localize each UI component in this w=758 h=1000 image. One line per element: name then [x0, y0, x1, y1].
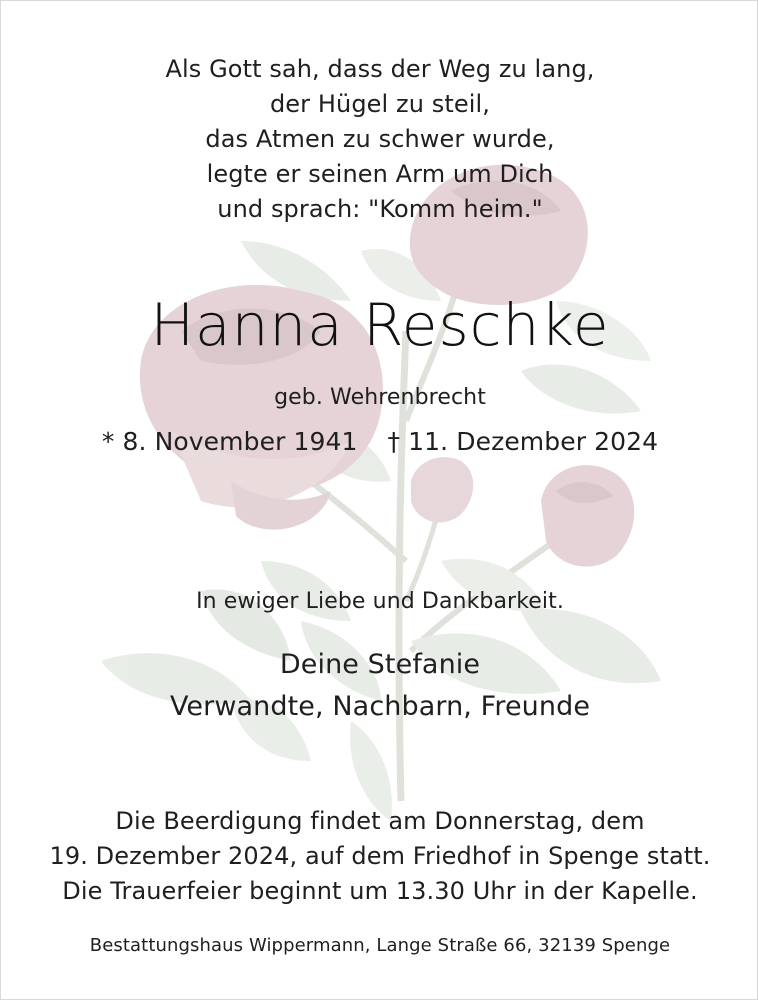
birth-date: * 8. November 1941 [101, 427, 358, 456]
dedication: In ewiger Liebe und Dankbarkeit. [196, 589, 564, 614]
life-dates [1, 427, 758, 456]
funeral-notice-line: Die Trauerfeier beginnt um 13.30 Uhr in der Kapelle. [62, 877, 698, 905]
mourner-line: Verwandte, Nachbarn, Freunde [169, 691, 591, 722]
birth-name: geb. Wehrenbrecht [274, 385, 486, 410]
poem-line: legte er seinen Arm um Dich [206, 160, 554, 188]
poem-line: das Atmen zu schwer wurde, [205, 125, 555, 153]
poem-line: und sprach: "Komm heim." [217, 195, 543, 223]
poem-line: der Hügel zu steil, [269, 90, 491, 118]
deceased-name: Hanna Reschke [150, 291, 610, 359]
undertaker-address: Bestattungshaus Wippermann, Lange Straße 66, 32139 Spenge [89, 935, 671, 956]
funeral-notice-line: 19. Dezember 2024, auf dem Friedhof in Spenge statt. [49, 842, 711, 870]
death-date: † 11. Dezember 2024 [387, 427, 659, 456]
mourner-line: Deine Stefanie [279, 649, 481, 680]
poem-line: Als Gott sah, dass der Weg zu lang, [165, 55, 595, 83]
funeral-notice-line: Die Beerdigung findet am Donnerstag, dem [115, 807, 645, 835]
